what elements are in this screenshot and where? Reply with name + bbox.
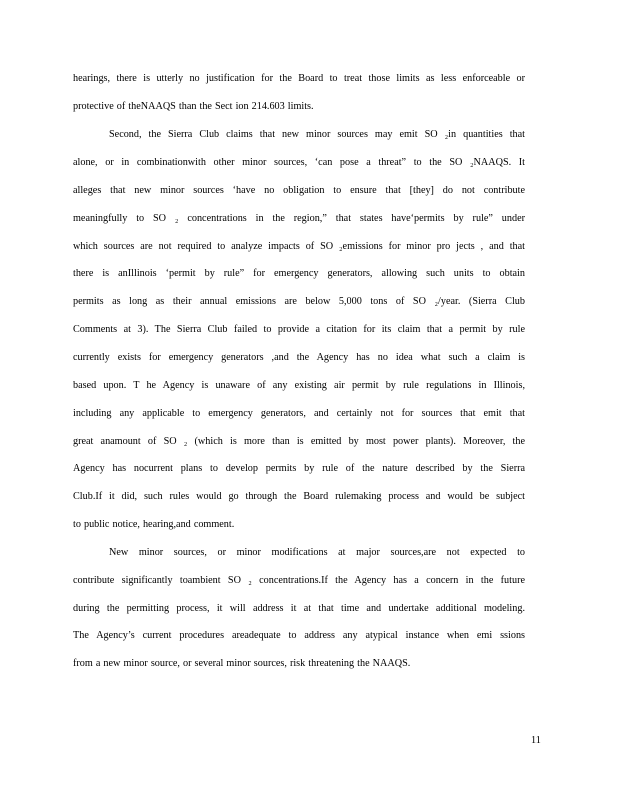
text-line: there is anIllinois ‘permit by rule” for emergency generators, allowing such units to obtain (73, 268, 525, 279)
text-line: contribute significantly toambient SO ₂ concentrations.If the Agency has a concern in the future (73, 575, 525, 586)
text-line: from a new minor source, or several minor sources, risk threatening the NAAQS. (73, 658, 411, 669)
page-number: 11 (531, 735, 541, 746)
text-line: to public notice, hearing,and comment. (73, 519, 235, 530)
text-line: based upon. T he Agency is unaware of any existing air permit by rule regulations in Illinois, (73, 380, 525, 391)
text-line: great anamount of SO ₂ (which is more than is emitted by most power plants). Moreover, the (73, 436, 525, 447)
text-line: during the permitting process, it will address it at that time and undertake additional modeling. (73, 603, 525, 614)
text-line: including any applicable to emergency generators, and certainly not for sources that emit that (73, 408, 525, 419)
text-line: New minor sources, or minor modifications at major sources,are not expected to (109, 547, 525, 558)
text-line: hearings, there is utterly no justification for the Board to treat those limits as less enforceable or (73, 73, 525, 84)
text-line: which sources are not required to analyze impacts of SO ₂emissions for minor pro jects , and that (73, 241, 525, 252)
text-line: Comments at 3). The Sierra Club failed to provide a citation for its claim that a permit by rule (73, 324, 525, 335)
text-line: currently exists for emergency generators ,and the Agency has no idea what such a claim is (73, 352, 525, 363)
text-line: alone, or in combinationwith other minor sources, ‘can pose a threat” to the SO ₂NAAQS. It (73, 157, 525, 168)
text-line: alleges that new minor sources ‘have no obligation to ensure that [they] do not contribute (73, 185, 525, 196)
text-line: Agency has nocurrent plans to develop permits by rule of the nature described by the Sierra (73, 463, 525, 474)
text-line: Second, the Sierra Club claims that new minor sources may emit SO ₂in quantities that (109, 129, 525, 140)
text-line: The Agency’s current procedures areadequate to address any atypical instance when emi ssions (73, 630, 525, 641)
text-line: protective of theNAAQS than the Sect ion 214.603 limits. (73, 101, 314, 112)
text-line: Club.If it did, such rules would go through the Board rulemaking process and would be subject (73, 491, 525, 502)
text-line: permits as long as their annual emissions are below 5,000 tons of SO ₂/year. (Sierra Club (73, 296, 525, 307)
text-line: meaningfully to SO ₂ concentrations in the region,” that states have‘permits by rule” under (73, 213, 525, 224)
